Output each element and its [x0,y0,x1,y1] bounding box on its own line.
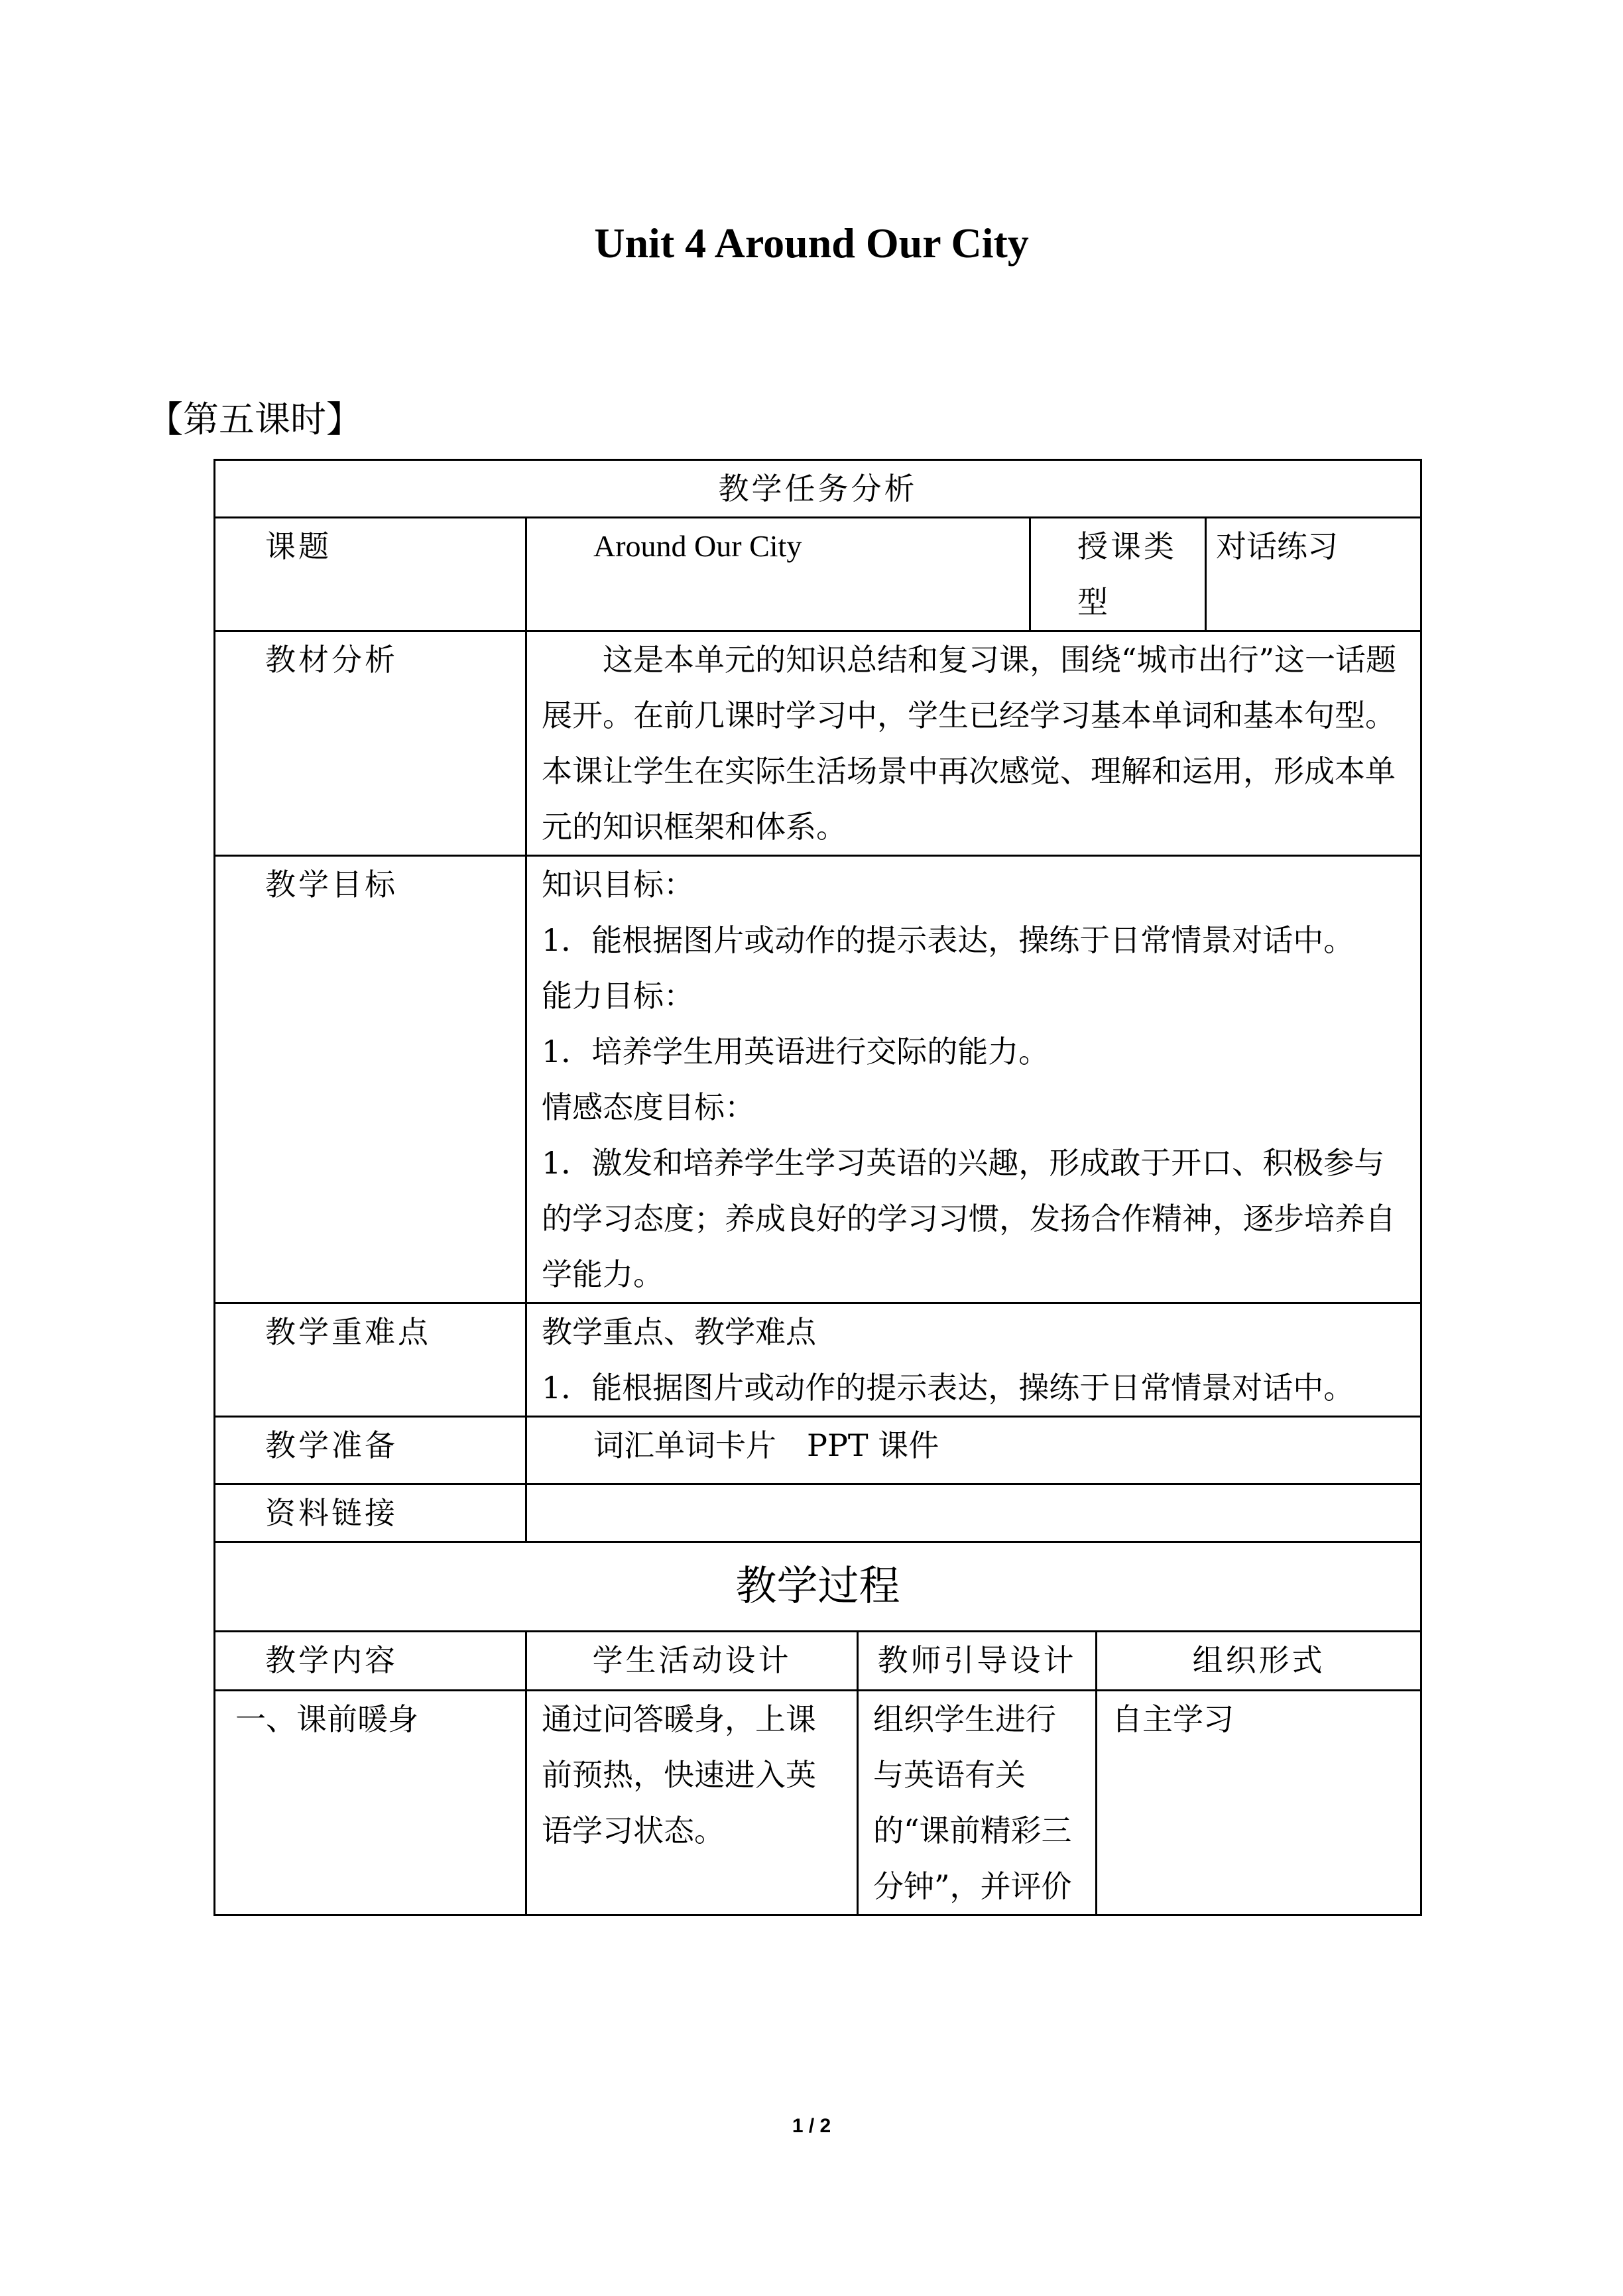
process-column-header: 组织形式 [1097,1632,1421,1691]
process-column-header: 学生活动设计 [526,1632,858,1691]
goal-line: 知识目标： [542,867,694,902]
keypoints-cell [526,1303,1421,1417]
keypoint-line: 1．能根据图片或动作的提示表达，操练于日常情景对话中。 [542,1370,1354,1406]
keypoints-row [215,1303,1421,1417]
topic-row [215,518,1421,631]
process-form: 自主学习 [1097,1691,1421,1915]
prep-value: 词汇单词卡片 PPT 课件 [526,1417,1421,1484]
topic-label: 课题 [215,518,526,631]
keypoint-line: 教学重点、教学难点 [542,1314,816,1350]
lesson-plan-table [213,459,1422,1916]
process-column-header: 教师引导设计 [858,1632,1097,1691]
topic-value: Around Our City [526,518,1030,631]
process-columns-row [215,1632,1421,1691]
process-header-row [215,1542,1421,1632]
material-label: 教材分析 [215,631,526,856]
resources-row [215,1484,1421,1542]
material-text: 这是本单元的知识总结和复习课，围绕“城市出行”这一话题展开。在前几课时学习中，学生已经学习基本单词和基本句型。本课让学生在实际生活场景中再次感觉、理解和运用，形成本单元的知识框架和体系。 [526,631,1421,856]
goal-line: 情感态度目标： [542,1089,755,1125]
process-column-header: 教学内容 [215,1632,526,1691]
document-title: Unit 4 Around Our City [594,219,1029,267]
process-row [215,1691,1421,1915]
goal-line: 1．能根据图片或动作的提示表达，操练于日常情景对话中。 [542,922,1354,958]
goals-cell [526,856,1421,1303]
material-row [215,631,1421,856]
type-label: 授课类型 [1030,518,1206,631]
goal-line: 1．培养学生用英语进行交际的能力。 [542,1034,1050,1069]
section-header-row [215,460,1421,518]
process-content: 一、课前暖身 [215,1691,526,1915]
section-header: 教学任务分析 [215,460,1421,518]
type-value: 对话练习 [1206,518,1421,631]
resources-value [526,1484,1421,1542]
prep-label: 教学准备 [215,1417,526,1484]
keypoints-label: 教学重难点 [215,1303,526,1417]
lesson-label: 【第五课时】 [147,398,362,440]
goals-row [215,856,1421,1303]
process-teacher: 组织学生进行与英语有关的“课前精彩三分钟”，并评价 [858,1691,1097,1915]
process-header: 教学过程 [215,1542,1421,1632]
goals-label: 教学目标 [215,856,526,1303]
goal-line: 能力目标： [542,978,694,1014]
goal-line: 1．激发和培养学生学习英语的兴趣，形成敢于开口、积极参与的学习态度；养成良好的学习习惯，发扬合作精神，逐步培养自学能力。 [542,1145,1396,1292]
process-student: 通过问答暖身，上课前预热，快速进入英语学习状态。 [526,1691,858,1915]
resources-label: 资料链接 [215,1484,526,1542]
page-number: 1 / 2 [792,2115,831,2137]
prep-row [215,1417,1421,1484]
